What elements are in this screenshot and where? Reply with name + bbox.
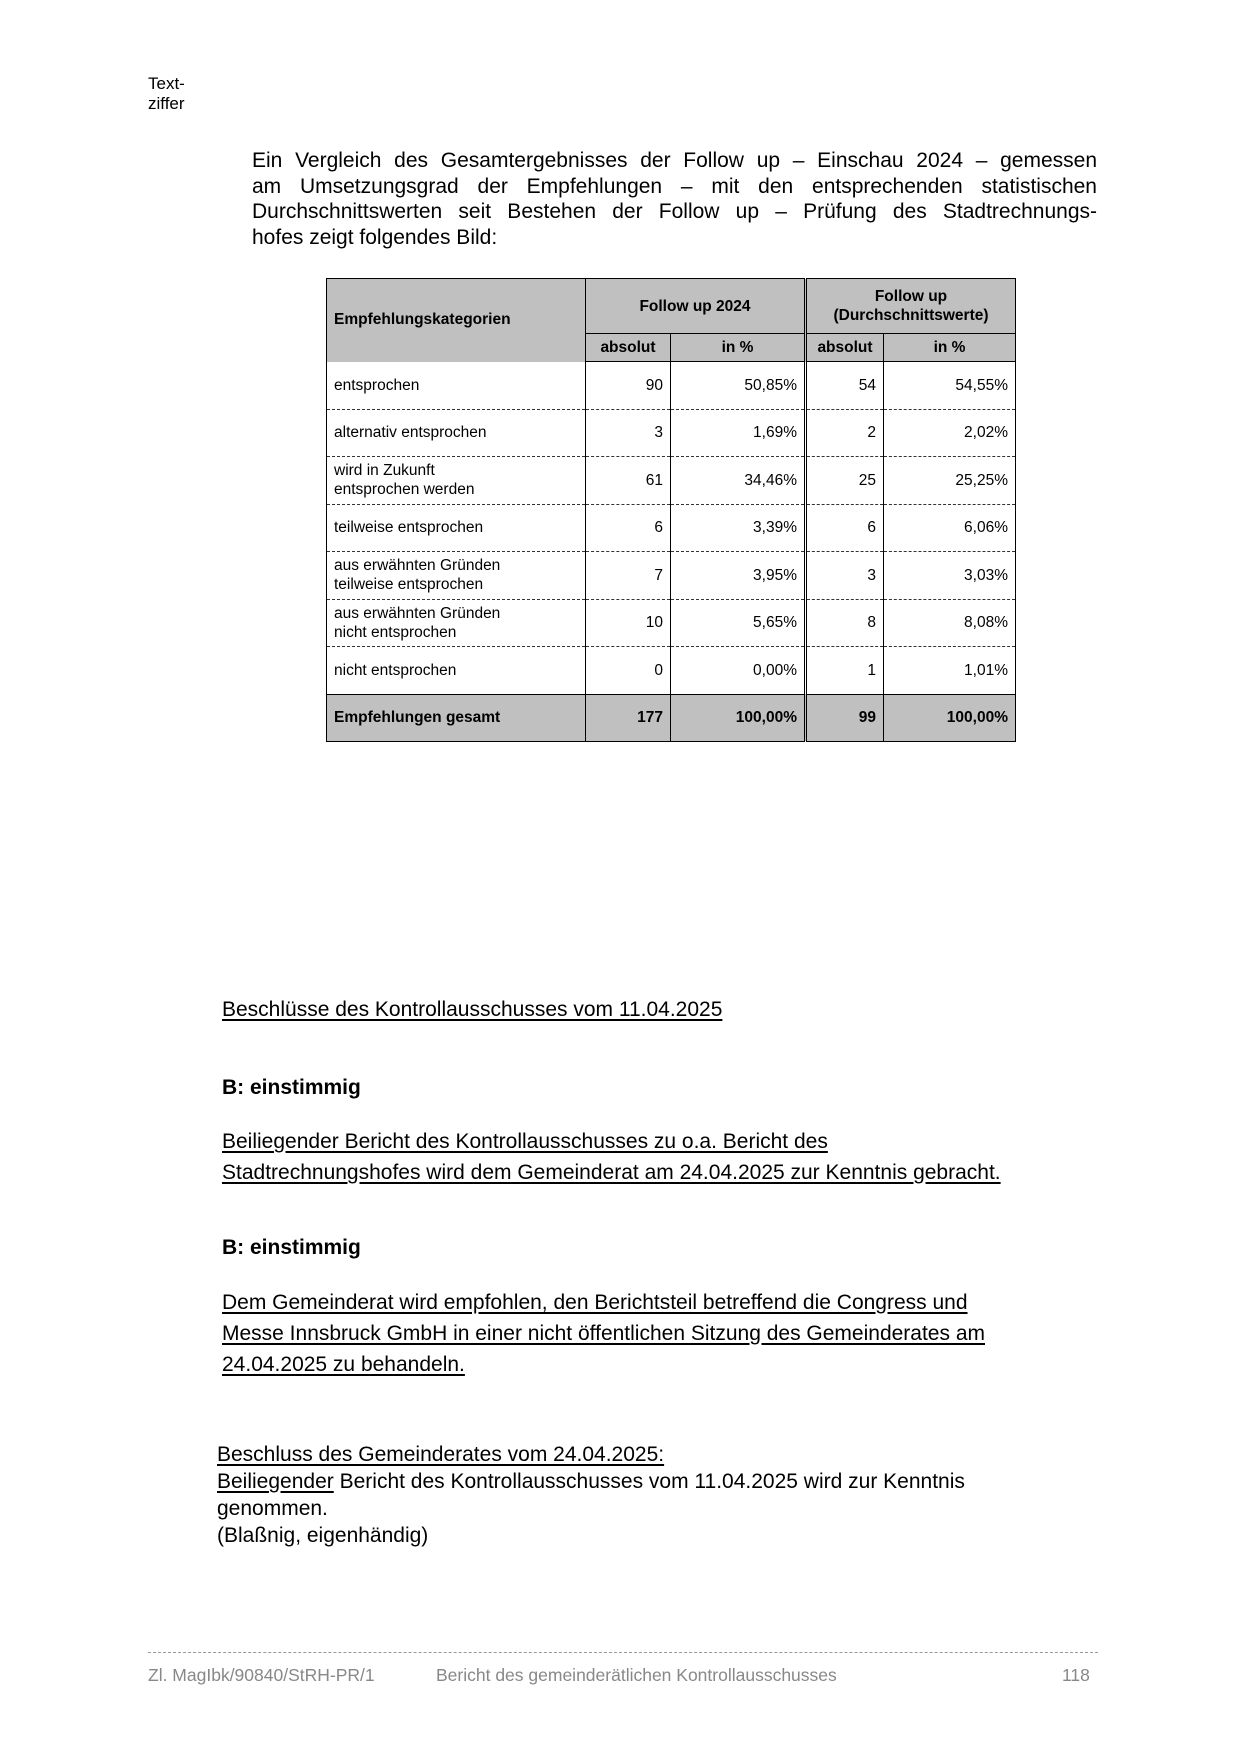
pct-2024: 0,00% — [671, 647, 806, 695]
abs-avg: 6 — [806, 504, 884, 552]
abs-2024: 3 — [586, 409, 671, 457]
vote-label: B: einstimmig — [222, 1076, 361, 1099]
results-table — [326, 278, 1016, 742]
pct-avg: 25,25% — [884, 457, 1016, 505]
category-line: teilweise entsprochen — [334, 519, 484, 537]
footer-divider — [148, 1652, 1098, 1653]
category-cell — [327, 504, 586, 552]
category-line: aus erwähnten Gründen — [334, 604, 501, 622]
decision-line: 24.04.2025 zu behandeln. — [222, 1353, 465, 1376]
abs-avg: 3 — [806, 552, 884, 600]
subheader-percent: in % — [884, 334, 1016, 362]
subheader-absolut: absolut — [586, 334, 671, 362]
table-row — [327, 362, 1016, 410]
council-line-rest: Bericht des Kontrollausschusses vom 11.04.2025 wird zur Kenntnis — [333, 1470, 965, 1493]
abs-avg: 2 — [806, 409, 884, 457]
category-cell — [327, 552, 586, 600]
table-row — [327, 552, 1016, 600]
category-line: nicht entsprochen — [334, 623, 457, 641]
pct-2024: 3,95% — [671, 552, 806, 600]
pct-2024: 3,39% — [671, 504, 806, 552]
abs-avg: 8 — [806, 599, 884, 647]
margin-label — [148, 74, 185, 114]
subheader-percent: in % — [671, 334, 806, 362]
abs-avg: 25 — [806, 457, 884, 505]
category-line: teilweise entsprochen — [334, 576, 484, 594]
subheader-absolut: absolut — [806, 334, 884, 362]
pct-2024: 50,85% — [671, 362, 806, 410]
category-line: nicht entsprochen — [334, 661, 457, 679]
table-header-row — [327, 279, 1016, 334]
table-row — [327, 647, 1016, 695]
category-line: aus erwähnten Gründen — [334, 557, 501, 575]
abs-2024: 7 — [586, 552, 671, 600]
category-line: entsprochen — [334, 376, 420, 394]
intro-line: Durchschnittswerten seit Bestehen der Follow up – Prüfung des Stadtrechnungs- — [252, 200, 1097, 223]
page-number: 118 — [1062, 1665, 1090, 1685]
vote-label: B: einstimmig — [222, 1236, 361, 1259]
decision-paragraph-2 — [222, 1287, 1102, 1380]
decision-line: Stadtrechnungshofes wird dem Gemeinderat am 24.04.2025 zur Kenntnis gebracht. — [222, 1161, 1001, 1184]
decisions-title: Beschlüsse des Kontrollausschusses vom 11.04.2025 — [222, 998, 723, 1021]
council-signature: (Blaßnig, eigenhändig) — [217, 1524, 429, 1547]
pct-avg: 6,06% — [884, 504, 1016, 552]
council-decision — [217, 1441, 965, 1549]
council-line: genommen. — [217, 1497, 328, 1520]
category-cell — [327, 599, 586, 647]
table-row — [327, 457, 1016, 505]
decision-line: Messe Innsbruck GmbH in einer nicht öffentlichen Sitzung des Gemeinderates am — [222, 1322, 985, 1345]
pct-avg: 8,08% — [884, 599, 1016, 647]
abs-avg: 1 — [806, 647, 884, 695]
intro-paragraph — [252, 148, 1097, 250]
pct-2024: 34,46% — [671, 457, 806, 505]
total-pct-avg: 100,00% — [884, 694, 1016, 741]
total-label: Empfehlungen gesamt — [327, 694, 586, 741]
margin-label-line: ziffer — [148, 94, 185, 113]
council-title: Beschluss des Gemeinderates vom 24.04.2025: — [217, 1443, 665, 1466]
total-abs-avg: 99 — [806, 694, 884, 741]
total-abs-2024: 177 — [586, 694, 671, 741]
category-line: wird in Zukunft — [334, 462, 435, 480]
abs-2024: 61 — [586, 457, 671, 505]
abs-2024: 10 — [586, 599, 671, 647]
footer-reference: Zl. MagIbk/90840/StRH-PR/1 — [148, 1665, 375, 1685]
header-line: (Durchschnittswerte) — [833, 307, 989, 324]
pct-avg: 2,02% — [884, 409, 1016, 457]
intro-line: Ein Vergleich des Gesamtergebnisses der Follow up – Einschau 2024 – gemessen — [252, 149, 1097, 172]
decision-line: Dem Gemeinderat wird empfohlen, den Berichtsteil betreffend die Congress und — [222, 1291, 968, 1314]
abs-avg: 54 — [806, 362, 884, 410]
category-cell — [327, 362, 586, 410]
table-row — [327, 504, 1016, 552]
category-line: alternativ entsprochen — [334, 424, 487, 442]
council-underlined-word: Beiliegender — [217, 1470, 334, 1493]
category-cell — [327, 409, 586, 457]
pct-2024: 1,69% — [671, 409, 806, 457]
pct-avg: 1,01% — [884, 647, 1016, 695]
header-category: Empfehlungskategorien — [327, 279, 586, 362]
decision-paragraph-1 — [222, 1126, 1102, 1188]
header-follow-up-2024: Follow up 2024 — [586, 279, 806, 334]
header-line: Follow up — [874, 288, 948, 305]
abs-2024: 0 — [586, 647, 671, 695]
abs-2024: 90 — [586, 362, 671, 410]
category-cell — [327, 647, 586, 695]
category-cell — [327, 457, 586, 505]
table-total-row — [327, 694, 1016, 741]
header-follow-up-average — [806, 279, 1016, 334]
intro-line: hofes zeigt folgendes Bild: — [252, 225, 498, 249]
table-row — [327, 409, 1016, 457]
intro-line: am Umsetzungsgrad der Empfehlungen – mit den entsprechenden statistischen — [252, 174, 1097, 198]
table-row — [327, 599, 1016, 647]
footer-title: Bericht des gemeinderätlichen Kontrollausschusses — [436, 1665, 837, 1685]
total-pct-2024: 100,00% — [671, 694, 806, 741]
pct-avg: 54,55% — [884, 362, 1016, 410]
council-line — [217, 1468, 965, 1495]
margin-label-line: Text- — [148, 74, 185, 93]
abs-2024: 6 — [586, 504, 671, 552]
pct-2024: 5,65% — [671, 599, 806, 647]
category-line: entsprochen werden — [334, 481, 475, 499]
pct-avg: 3,03% — [884, 552, 1016, 600]
decision-line: Beiliegender Bericht des Kontrollausschusses zu o.a. Bericht des — [222, 1130, 828, 1153]
